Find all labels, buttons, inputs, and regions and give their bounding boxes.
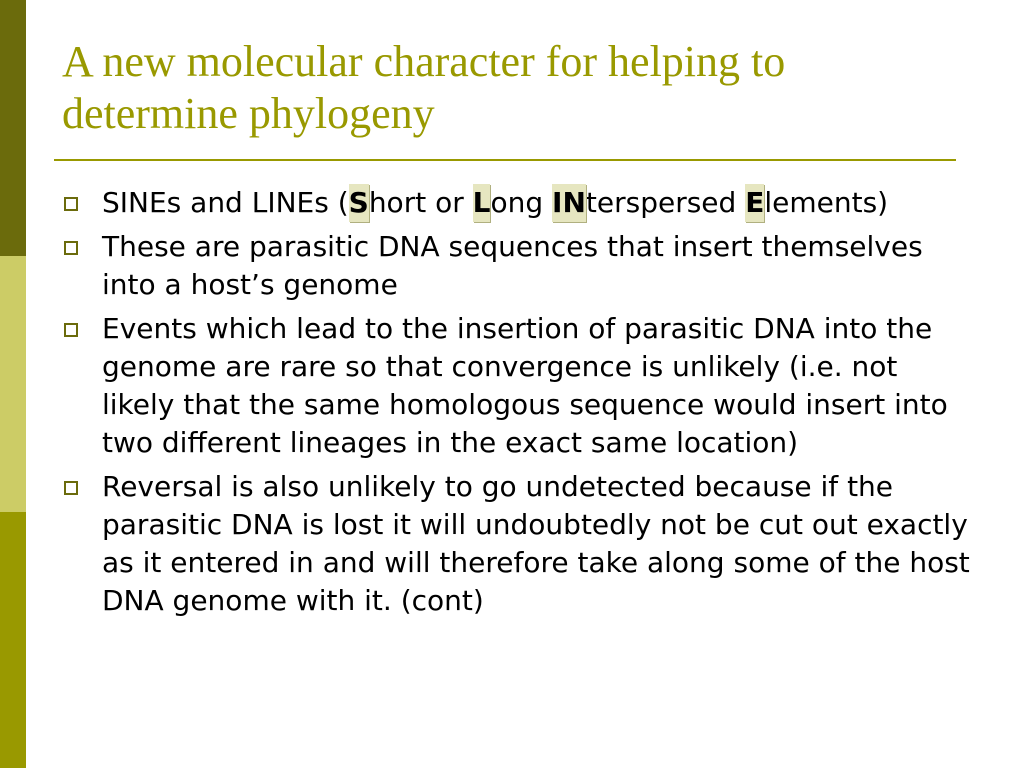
acronym-letter: S — [349, 184, 369, 222]
acronym-letter: E — [745, 184, 764, 222]
square-bullet-icon — [64, 323, 78, 337]
bullet-text-segment: ong — [490, 186, 553, 219]
bullet-text-segment: hort or — [368, 186, 473, 219]
acronym-letter: L — [473, 184, 491, 222]
bullet-text-1 — [102, 186, 888, 219]
bullet-list — [62, 184, 972, 626]
sidebar-band-bottom — [0, 512, 26, 768]
bullet-text-4: Reversal is also unlikely to go undetected because if the parasitic DNA is lost it will undoubtedly not be cut out exactly as it entered in and will therefore take along some of the host DNA genome with it. (cont) — [102, 470, 970, 617]
bullet-text-segment: SINEs and LINEs ( — [102, 186, 349, 219]
bullet-text-segment: terspersed — [585, 186, 746, 219]
bullet-text-3: Events which lead to the insertion of parasitic DNA into the genome are rare so that convergence is unlikely (i.e. not likely that the same homologous sequence would insert into two different lineages in the exact same location) — [102, 312, 948, 459]
bullet-text-2: These are parasitic DNA sequences that insert themselves into a host’s genome — [102, 230, 923, 301]
square-bullet-icon — [64, 197, 78, 211]
square-bullet-icon — [64, 481, 78, 495]
title-divider — [54, 159, 956, 161]
square-bullet-icon — [64, 241, 78, 255]
bullet-item-parasitic-dna — [62, 228, 972, 304]
bullet-item-insertion-events — [62, 310, 972, 462]
bullet-item-reversal — [62, 468, 972, 620]
sidebar-band-middle — [0, 256, 26, 512]
acronym-letter: IN — [552, 184, 586, 222]
bullet-item-sines-lines — [62, 184, 972, 222]
sidebar-band-top — [0, 0, 26, 256]
slide-title: A new molecular character for helping to determine phylogeny — [62, 37, 786, 138]
bullet-text-segment: lements) — [764, 186, 889, 219]
